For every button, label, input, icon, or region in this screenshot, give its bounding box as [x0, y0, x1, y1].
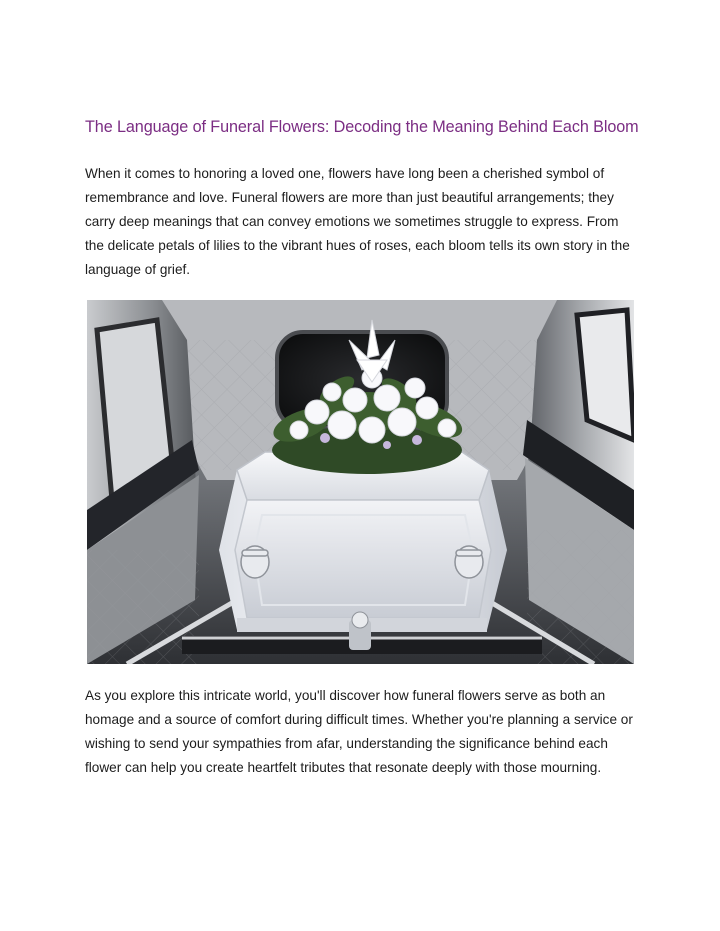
hearse-casket-photo — [87, 300, 634, 664]
second-paragraph: As you explore this intricate world, you'll discover how funeral flowers serve as both an homage and a source of comfort during difficult times. Whether you're planning a service or wishing to send your sympathies from afar, understanding the significance behind each flower can help you create heartfelt tributes that resonate deeply with those mourning. — [85, 688, 633, 775]
intro-paragraph: When it comes to honoring a loved one, flowers have long been a cherished symbol of remembrance and love. Funeral flowers are more than just beautiful arrangements; they carry deep meanings that can convey emotions we sometimes struggle to express. From the delicate petals of lilies to the vibrant hues of roses, each bloom tells its own story in the language of grief. — [85, 166, 630, 277]
article-title: The Language of Funeral Flowers: Decoding the Meaning Behind Each Bloom — [85, 118, 639, 136]
